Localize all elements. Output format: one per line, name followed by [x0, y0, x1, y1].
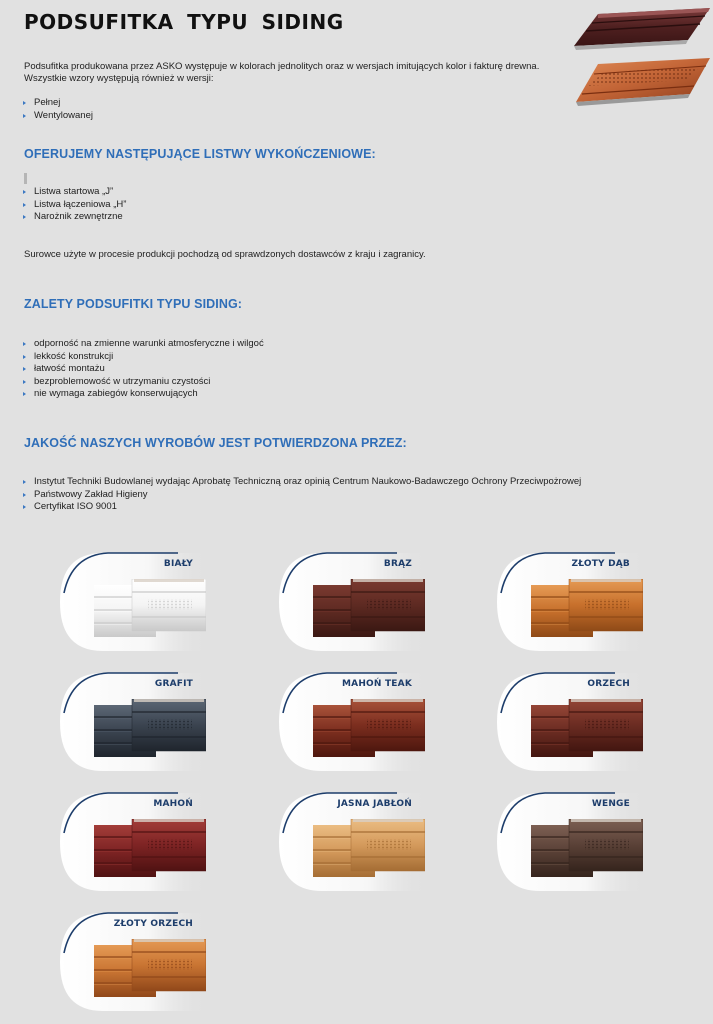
color-name: JASNA JABŁOŃ: [337, 799, 412, 809]
list-item: Pełnej: [22, 97, 93, 110]
hero-panel-image-wood: [568, 56, 710, 108]
color-name: MAHOŃ TEAK: [342, 679, 412, 689]
siding-sample-image: [94, 939, 206, 999]
advantages-list: [22, 338, 264, 401]
siding-sample-image: [94, 579, 206, 639]
siding-sample-image: [313, 819, 425, 879]
color-swatch-wenge: [495, 791, 645, 891]
color-name: MAHOŃ: [153, 799, 193, 809]
list-item: Narożnik zewnętrzne: [22, 211, 126, 224]
color-swatch-grafit: [58, 671, 208, 771]
color-swatch-zloty-dab: [495, 551, 645, 651]
color-swatch-jasna-jablon: [277, 791, 427, 891]
color-swatch-orzech: [495, 671, 645, 771]
trims-heading: OFERUJEMY NASTĘPUJĄCE LISTWY WYKOŃCZENIOWE:: [24, 147, 376, 161]
page-title: PODSUFITKA TYPU SIDING: [24, 10, 344, 34]
list-item: Certyfikat ISO 9001: [22, 501, 581, 514]
siding-sample-image: [531, 819, 643, 879]
color-name: ZŁOTY DĄB: [571, 559, 630, 569]
siding-sample-image: [531, 699, 643, 759]
color-swatch-braz: [277, 551, 427, 651]
hero-panel-image-brown: [568, 6, 710, 52]
color-name: GRAFIT: [154, 679, 193, 689]
siding-sample-image: [313, 579, 425, 639]
list-item: Listwa łączeniowa „H”: [22, 199, 126, 212]
trims-list: [22, 186, 126, 224]
list-item: łatwość montażu: [22, 363, 264, 376]
list-item: Instytut Techniki Budowlanej wydając Aprobatę Techniczną oraz opinią Centrum Naukowo-Badawczego Ochrony Przeciwpożrowej: [22, 476, 581, 489]
color-swatch-mahon: [58, 791, 208, 891]
list-marker: [24, 173, 27, 184]
list-item: odporność na zmienne warunki atmosferyczne i wilgoć: [22, 338, 264, 351]
list-item: nie wymaga zabiegów konserwujących: [22, 388, 264, 401]
quality-heading: JAKOŚĆ NASZYCH WYROBÓW JEST POTWIERDZONA PRZEZ:: [24, 436, 407, 450]
list-item: Listwa startowa „J”: [22, 186, 126, 199]
siding-sample-image: [94, 699, 206, 759]
list-item: Wentylowanej: [22, 110, 93, 123]
list-item: Państwowy Zakład Higieny: [22, 489, 581, 502]
color-swatch-zloty-orzech: [58, 911, 208, 1011]
siding-sample-image: [313, 699, 425, 759]
list-item: bezproblemowość w utrzymaniu czystości: [22, 376, 264, 389]
color-name: ZŁOTY ORZECH: [113, 919, 193, 929]
color-name: BIAŁY: [163, 559, 193, 569]
color-swatch-bialy: [58, 551, 208, 651]
quality-list: [22, 476, 581, 514]
color-name: BRĄZ: [383, 559, 412, 569]
intro-text-line2: Wszystkie wzory występują również w wersji:: [24, 73, 214, 84]
materials-note: Surowce użyte w procesie produkcji pochodzą od sprawdzonych dostawców z kraju i zagranicy.: [24, 249, 426, 260]
color-name: WENGE: [591, 799, 630, 809]
list-item: lekkość konstrukcji: [22, 351, 264, 364]
intro-text-line1: Podsufitka produkowana przez ASKO występuje w kolorach jednolitych oraz w wersjach imitujących kolor i fakturę drewna.: [24, 61, 540, 72]
siding-sample-image: [94, 819, 206, 879]
color-name: ORZECH: [587, 679, 630, 689]
siding-sample-image: [531, 579, 643, 639]
color-swatch-mahon-teak: [277, 671, 427, 771]
advantages-heading: ZALETY PODSUFITKI TYPU SIDING:: [24, 297, 243, 311]
version-list: [22, 97, 93, 122]
